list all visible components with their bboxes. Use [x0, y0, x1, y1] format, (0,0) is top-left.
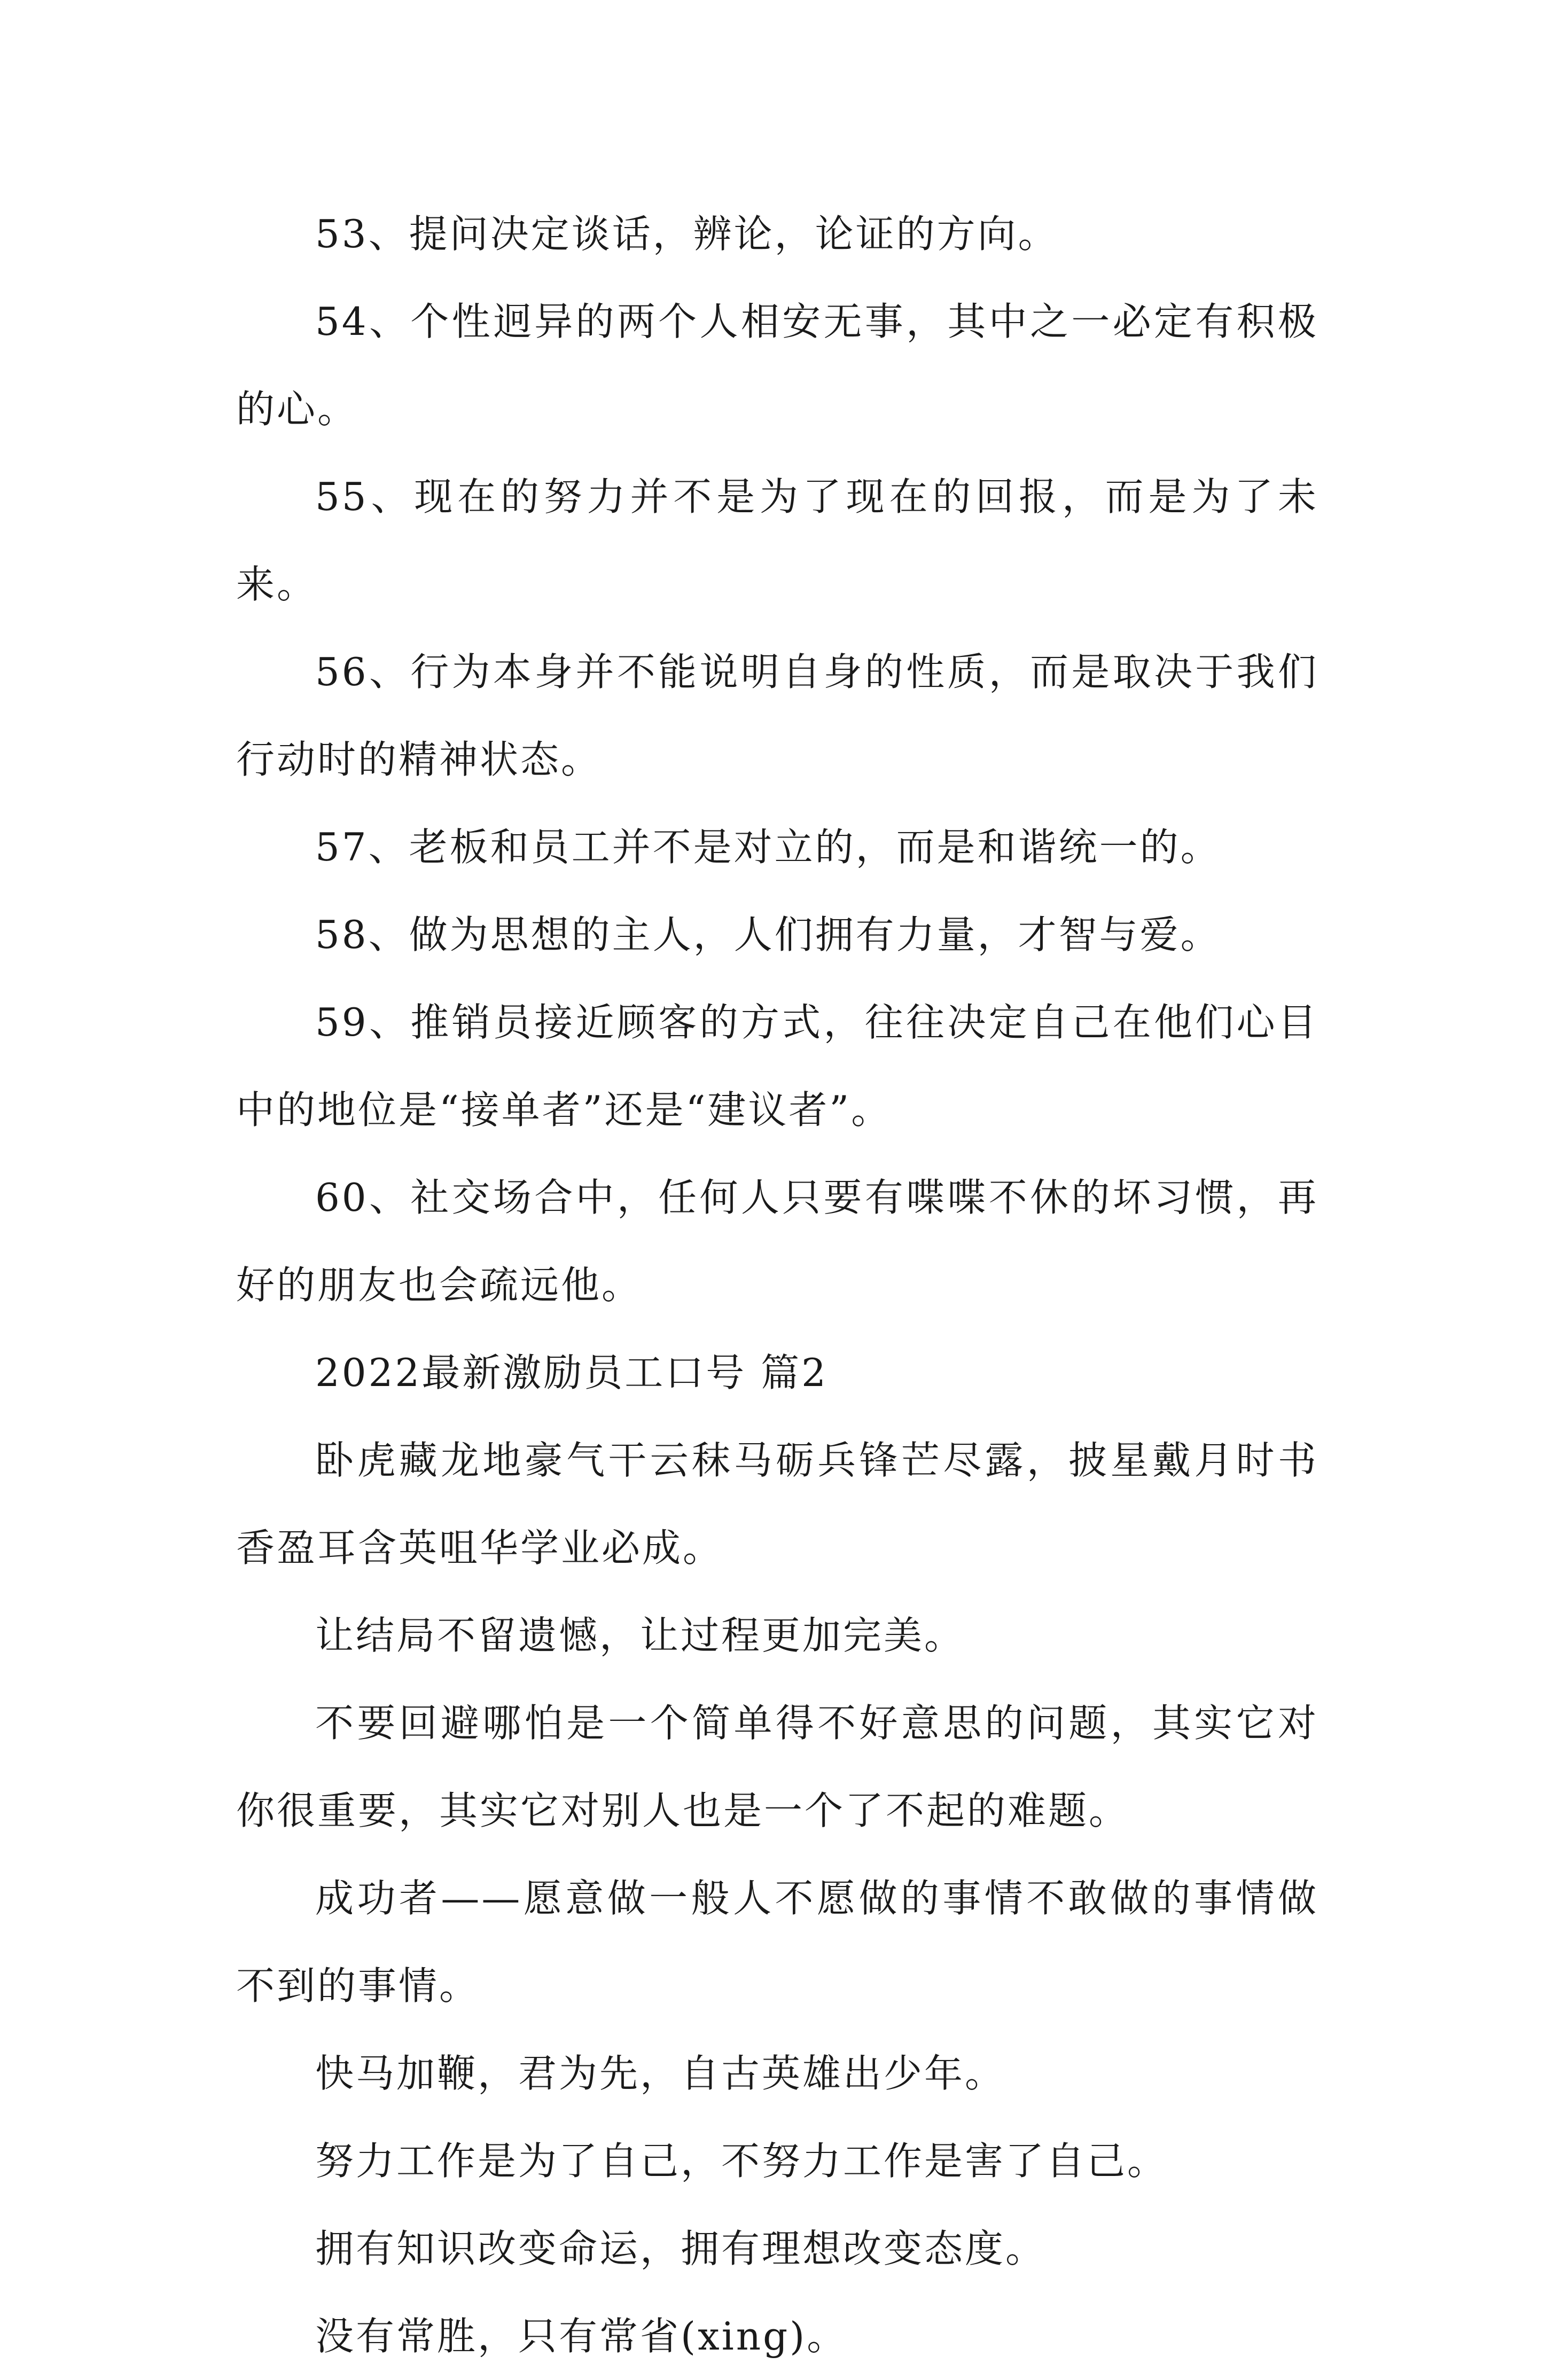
slogan-paragraph: 拥有知识改变命运，拥有理想改变态度。	[315, 2226, 1047, 2271]
slogan-paragraph: 成功者——愿意做一般人不愿做的事情不敢做的事情做不到的事情。	[236, 1876, 1318, 2008]
paragraph-56: 56、行为本身并不能说明自身的性质，而是取决于我们行动时的精神状态。	[236, 649, 1318, 782]
slogan-paragraph: 不要回避哪怕是一个简单得不好意思的问题，其实它对你很重要，其实它对别人也是一个了不起的难题。	[236, 1701, 1318, 1833]
document-body	[236, 190, 1318, 2380]
paragraph-59: 59、推销员接近顾客的方式，往往决定自己在他们心目中的地位是“接单者”还是“建议者”。	[236, 1000, 1318, 1132]
paragraph-54: 54、个性迥异的两个人相安无事，其中之一必定有积极的心。	[236, 299, 1318, 432]
slogan-paragraph: 卧虎藏龙地豪气干云秣马砺兵锋芒尽露，披星戴月时书香盈耳含英咀华学业必成。	[236, 1438, 1318, 1570]
paragraph-55: 55、现在的努力并不是为了现在的回报，而是为了未来。	[236, 474, 1318, 607]
slogan-paragraph: 没有常胜，只有常省(xing)。	[315, 2314, 848, 2359]
slogan-paragraph: 努力工作是为了自己，不努力工作是害了自己。	[315, 2139, 1168, 2183]
paragraph-53: 53、提问决定谈话，辨论，论证的方向。	[315, 212, 1059, 256]
paragraph-58: 58、做为思想的主人，人们拥有力量，才智与爱。	[315, 912, 1221, 957]
paragraph-57: 57、老板和员工并不是对立的，而是和谐统一的。	[315, 825, 1221, 870]
slogan-paragraph: 快马加鞭，君为先，自古英雄出少年。	[315, 2051, 1006, 2096]
section-heading: 2022最新激励员工口号 篇2	[315, 1350, 828, 1395]
paragraph-60: 60、社交场合中，任何人只要有喋喋不休的坏习惯，再好的朋友也会疏远他。	[236, 1175, 1318, 1308]
slogan-paragraph: 让结局不留遗憾，让过程更加完美。	[315, 1613, 965, 1658]
